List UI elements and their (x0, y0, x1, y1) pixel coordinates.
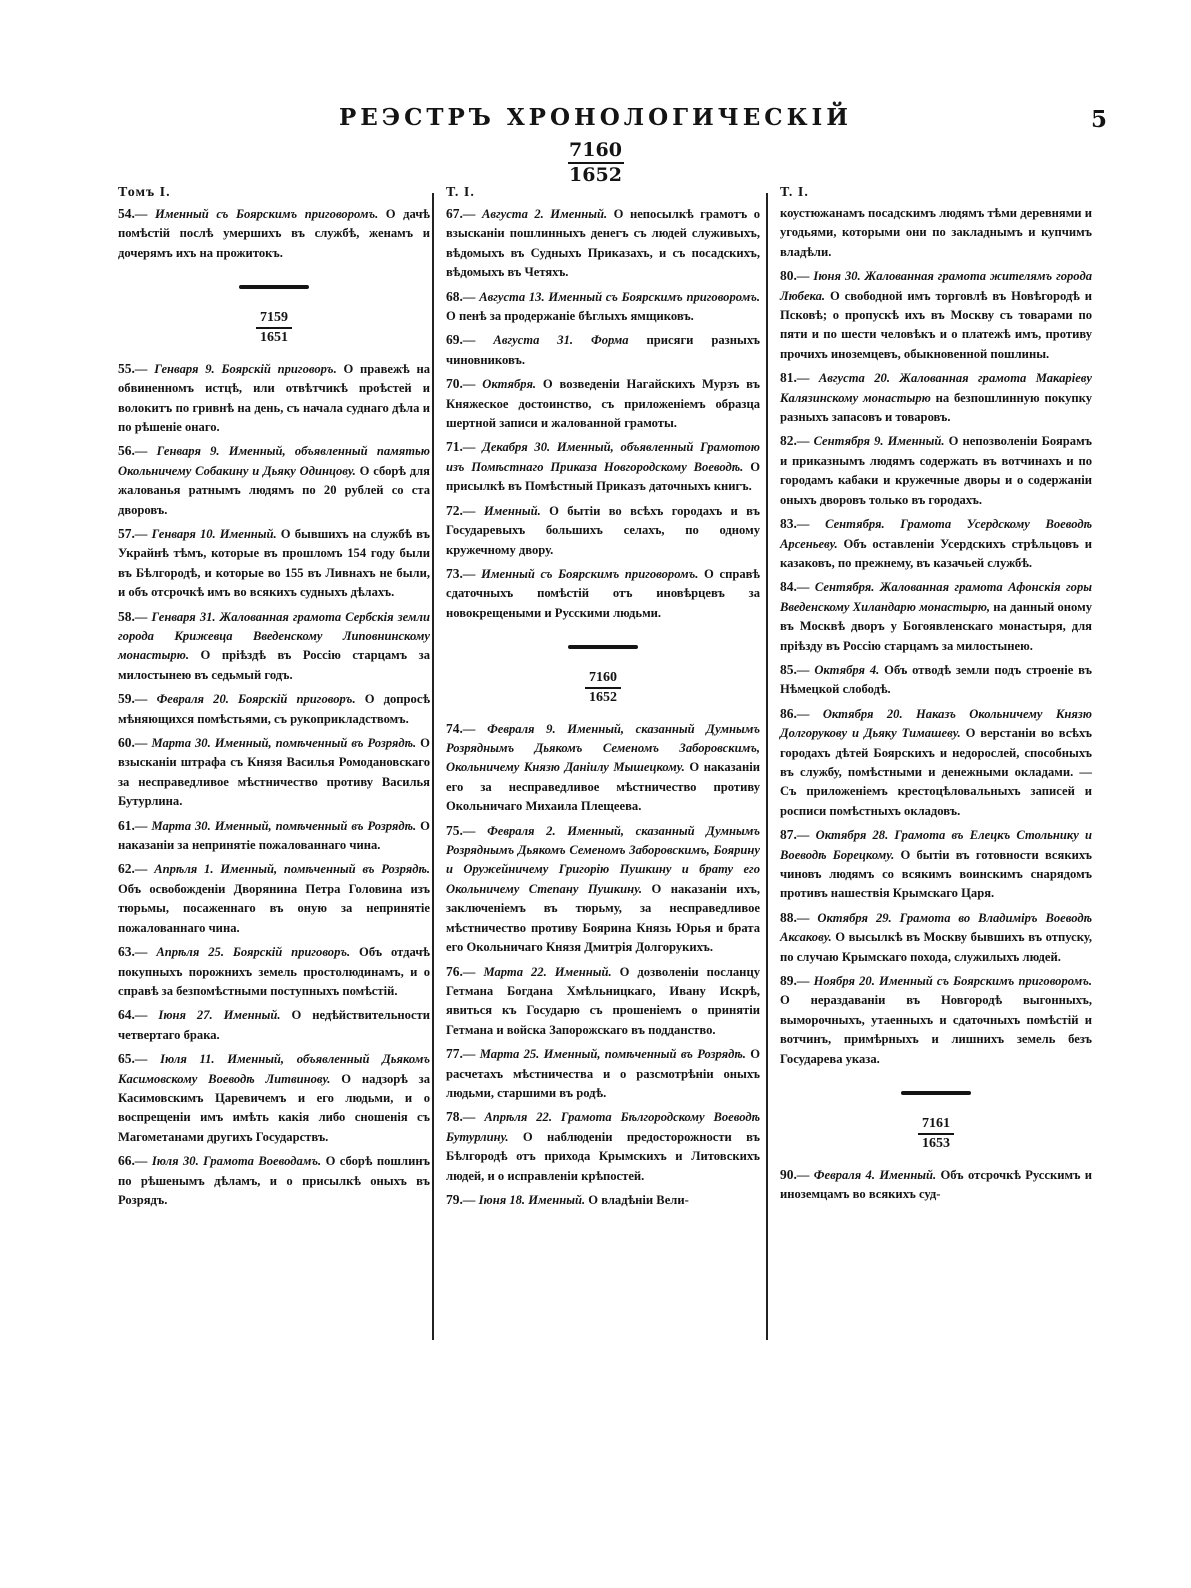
text-column-3 (780, 183, 1092, 1208)
text-column-1 (118, 183, 430, 1214)
register-entry (446, 1044, 760, 1103)
entry-text: О присылкѣ въ Помѣстный Приказъ даточныхъ книгъ. (446, 459, 760, 494)
register-entry (446, 821, 760, 958)
entry-number: 63. (118, 944, 135, 960)
entry-text: О сборѣ пошлинъ по рѣшенымъ дѣламъ, и о присылкѣ оныхъ въ Розрядъ. (118, 1154, 430, 1207)
entry-text: Объ отсрочкѣ Русскимъ и иноземцамъ во всякихъ суд- (780, 1167, 1092, 1201)
entry-text: О бывшихъ на службѣ въ Украйнѣ тѣмъ, которые въ прошломъ 154 году были въ Бѣлгородѣ, и которые во 155 въ Ливнахъ не были, и объ отсрочкѣ имъ во всякихъ судныхъ дѣлахъ. (118, 526, 431, 600)
entry-text: О наказаніи за непринятіе пожалованнаго чина. (118, 818, 430, 853)
entry-text: О взысканіи штрафа съ Князя Василья Ромодановскаго за несправедливое мѣстничество противу Василья Бутурлина. (118, 736, 430, 809)
section-divider (901, 1091, 971, 1095)
year-divider (918, 1133, 954, 1135)
register-entry (446, 330, 760, 370)
entry-text: О справѣ сдаточныхъ помѣстій отъ иновѣрцевъ за новокрещеными и Русскими людьми. (446, 566, 760, 620)
entry-heading: — Октября. (462, 377, 537, 392)
entry-number: 59. (118, 691, 135, 707)
entry-text: О сборѣ для жалованья ратнымъ людямъ по 20 рублей со ста дворовъ. (118, 463, 430, 517)
entry-number: 90. (780, 1166, 797, 1182)
year-ad-label: 1653 (922, 1135, 950, 1151)
entry-number: 85. (780, 661, 797, 677)
entry-heading: — Іюня 30. Жалованная грамота жителямъ города Любека. (780, 269, 1092, 303)
register-entry (446, 204, 760, 283)
entry-heading: — Августа 31. Форма (462, 333, 629, 348)
register-entry (118, 607, 430, 686)
entry-text: О бытіи во всѣхъ городахъ и въ Государевыхъ большихъ селахъ, по одному кружечному двору. (446, 503, 760, 557)
entry-text: Объ оставленіи Усердскихъ стрѣльцовъ и казаковъ, по прежнему, въ казачьей службѣ. (780, 536, 1092, 570)
entry-text: Объ освобожденіи Дворянина Петра Головина изъ тюрьмы, посаженнаго въ оную за непринятіе пожалованнаго чина. (118, 881, 430, 935)
entry-number: 60. (118, 735, 135, 751)
entry-text: Объ отдачѣ покупныхъ порожнихъ земель простолюдинамъ, и о справѣ за безпомѣстными поступныхъ помѣстій. (118, 945, 430, 998)
year-ad-label: 1651 (260, 329, 288, 345)
entry-number: 89. (780, 973, 797, 989)
register-entry (780, 1165, 1092, 1205)
entry-heading: — Февраля 9. Именный, сказанный Думнымъ Розряднымъ Дьякомъ Семеномъ Заборовскимъ, Окольничему Князю Даніилу Мышецкому. (446, 721, 760, 775)
register-entry (780, 577, 1092, 656)
register-entry (446, 287, 760, 327)
register-entry (446, 1107, 760, 1186)
entry-text: О дозволеніи посланцу Гетмана Богдана Хмѣльницкаго, Ивану Искрѣ, явиться къ Государю съ прошеніемъ о принятіи Гетмана и войска Запорожскаго въ подданство. (446, 964, 760, 1037)
entry-heading: — Марта 30. Именный, помѣченный въ Розрядѣ. (134, 818, 417, 833)
entry-continuation: коустюжанамъ посадскимъ людямъ тѣми деревнями и угодьями, которыми они по закладнымъ и купчимъ владѣли. (780, 206, 1092, 259)
entry-heading: — Генваря 9. Именный, объявленный памятью Окольничему Собакину и Дьяку Одинцову. (118, 444, 430, 478)
entry-number: 76. (446, 963, 463, 979)
entry-number: 56. (118, 443, 135, 459)
entry-number: 69. (446, 332, 463, 348)
entry-number: 55. (118, 360, 135, 376)
entry-heading: — Апрѣля 22. Грамота Бѣлгородскому Воеводѣ Бутурлину. (446, 1110, 760, 1144)
entry-heading: — Іюня 18. Именный. (462, 1192, 586, 1207)
entry-number: 72. (446, 502, 463, 518)
entry-number: 54. (118, 206, 135, 221)
entry-text: О высылкѣ въ Москву бывшихъ въ отпуску, по случаю Крымскаго похода, служилыхъ людей. (780, 930, 1092, 964)
register-entry (446, 501, 760, 560)
register-entry (780, 514, 1092, 573)
year-ad-label: 1652 (569, 164, 622, 186)
entry-number: 66. (118, 1153, 135, 1169)
register-entry (118, 1049, 430, 1147)
entry-text: О бытіи въ готовности всякихъ чиновъ людямъ со всякимъ воинскимъ снарядомъ противъ нашествія Крымскаго Царя. (780, 847, 1092, 901)
year-divider (256, 327, 292, 329)
entry-number: 73. (446, 565, 463, 581)
entry-heading: — Именный съ Боярскимъ приговоромъ. (134, 207, 379, 221)
register-entry (446, 1190, 760, 1210)
entry-number: 78. (446, 1109, 463, 1125)
year-divider (585, 687, 621, 689)
entry-heading: — Апрѣля 25. Боярскій приговоръ. (134, 945, 351, 960)
entry-heading: — Декабря 30. Именный, объявленный Грамотою изъ Помѣстнаго Приказа Новгородскому Воеводѣ. (446, 440, 760, 474)
register-entry (780, 971, 1092, 1069)
entry-number: 68. (446, 288, 463, 304)
year-label: 7160 (589, 670, 617, 686)
entry-text: О непозволеніи Боярамъ и приказнымъ людямъ содержать въ вотчинахъ и по городамъ кабаки и кружечные дворы и о содержаніи оныхъ дворовъ только въ городахъ. (780, 434, 1092, 507)
entry-heading: — Февраля 2. Именный, сказанный Думнымъ Розряднымъ Дьякомъ Семеномъ Заборовскимъ, Боярину и Оружейничему Григорію Пушкину и брату его Окольничему Степану Пушкину. (446, 823, 760, 896)
page-year-header (0, 141, 1191, 185)
register-entry (780, 266, 1092, 364)
entry-heading: — Февраля 4. Именный. (796, 1167, 937, 1182)
entry-heading: — Генваря 10. Именный. (134, 526, 277, 541)
register-entry (780, 825, 1092, 904)
entry-text: О наказаніи ихъ, заключеніемъ въ тюрьму, за несправедливое мѣстничество противу Боярина Князь Юрья и брата его Окольничаго Князя Дмитрія Долгорукихъ. (446, 881, 760, 955)
entry-heading: — Сентября. Грамота Усердскому Воеводѣ Арсеньеву. (780, 517, 1092, 551)
entry-text: Объ отводѣ земли подъ строеніе въ Нѣмецкой слободѣ. (780, 662, 1092, 697)
register-entry (118, 441, 430, 520)
register-entry (446, 962, 760, 1041)
entry-number: 83. (780, 516, 797, 532)
register-entry (780, 431, 1092, 510)
entry-number: 84. (780, 579, 797, 595)
entry-text: О свободной имъ торговлѣ въ Новѣгородѣ и Псковѣ; о пропускѣ ихъ въ Москву съ товарами по пяти и по шести человѣкъ и о платежѣ имъ, противу прочихъ иноземцевъ, обыкновенной пошлины. (780, 288, 1092, 361)
register-entry (118, 1005, 430, 1045)
year-label: 7160 (569, 139, 622, 161)
register-entry (446, 437, 760, 496)
page-number: 5 (1090, 106, 1107, 133)
entry-heading: — Іюня 27. Именный. (134, 1008, 281, 1023)
column-volume-label: Т. I. (780, 185, 809, 200)
year-heading (446, 671, 760, 705)
entry-heading: — Генваря 9. Боярскій приговоръ. (134, 361, 337, 376)
section-divider (568, 645, 638, 649)
entry-heading: — Іюля 11. Именный, объявленный Дьякомъ Касимовскому Воеводѣ Литвинову. (118, 1052, 430, 1086)
entry-text: О наказаніи его за несправедливое мѣстничество противу Окольничаго Михаила Плещеева. (446, 760, 760, 814)
entry-heading: — Марта 22. Именный. (462, 964, 612, 979)
register-entry (118, 359, 430, 438)
register-entry (118, 689, 430, 729)
entry-heading: — Марта 30. Именный, помѣченный въ Розрядѣ. (134, 736, 417, 751)
register-entry (118, 816, 430, 856)
register-entry (118, 859, 430, 938)
entry-heading: — Іюля 30. Грамота Воеводамъ. (134, 1154, 322, 1169)
register-entry (446, 374, 760, 433)
text-column-2 (446, 183, 760, 1214)
entry-number: 58. (118, 608, 135, 624)
column-rule (432, 193, 434, 1340)
register-entry (446, 564, 760, 623)
entry-number: 79. (446, 1191, 463, 1207)
entry-heading: — Именный съ Боярскимъ приговоромъ. (462, 566, 699, 581)
register-entry (118, 524, 430, 603)
register-entry (118, 733, 430, 812)
entry-heading: — Апрѣля 1. Именный, помѣченный въ Розрядѣ. (134, 862, 430, 877)
entry-heading: — Октября 29. Грамота во Владиміръ Воеводѣ Аксакову. (780, 910, 1092, 945)
page-title: РЕЭСТРЪ ХРОНОЛОГИЧЕСКІЙ (338, 104, 853, 131)
entry-heading: — Февраля 20. Боярскій приговоръ. (134, 692, 356, 707)
register-entry (118, 204, 430, 263)
entry-heading: — Сентября 9. Именный. (796, 434, 945, 449)
entry-number: 57. (118, 525, 135, 541)
entry-number: 86. (780, 705, 797, 721)
entry-number: 71. (446, 439, 463, 455)
entry-number: 82. (780, 433, 797, 449)
entry-heading: — Августа 2. Именный. (462, 207, 608, 221)
entry-number: 77. (446, 1046, 463, 1062)
entry-text: О надзорѣ за Касимовскимъ Царевичемъ и его людьми, и о воспрещеніи имъ имѣть какія либо сношенія съ Магометанами другихъ Государствъ. (118, 1071, 430, 1144)
entry-number: 65. (118, 1051, 135, 1067)
entry-heading: — Августа 13. Именный съ Боярскимъ приговоромъ. (462, 289, 760, 304)
entry-text: на безпошлинную покупку разныхъ запасовъ и товаровъ. (780, 390, 1093, 425)
column-rule (766, 193, 768, 1340)
entry-number: 74. (446, 720, 463, 736)
entry-text: О непосылкѣ грамотъ о взысканіи пошлинныхъ денегъ съ людей служивыхъ, вѣдомыхъ въ Судныхъ Приказахъ, и съ посадскихъ, вѣдомыхъ въ Четяхъ. (446, 207, 760, 280)
entry-heading: — Именный. (462, 503, 541, 518)
section-divider (239, 285, 309, 289)
register-entry (780, 660, 1092, 700)
register-entry (780, 908, 1092, 967)
entry-number: 81. (780, 370, 797, 386)
entry-text: О верстаніи во всѣхъ городахъ дѣтей Боярскихъ и недорослей, способныхъ въ службу, помѣстными и денежными окладами. — Съ приложеніемъ крестоцѣловальныхъ записей и росписи помѣстныхъ окладовъ. (780, 726, 1092, 818)
entry-number: 61. (118, 817, 135, 833)
entry-heading: — Марта 25. Именный, помѣченный въ Розрядѣ. (462, 1047, 746, 1062)
register-entry (446, 719, 760, 817)
entry-text: О расчетахъ мѣстничества и о разсмотрѣніи оныхъ людьми, старшими въ родѣ. (446, 1047, 760, 1100)
year-label: 7159 (260, 310, 288, 326)
entry-heading: — Октября 20. Наказъ Окольничему Князю Долгорукову и Дьяку Тимашеву. (780, 706, 1092, 741)
column-volume-label: Т. I. (446, 185, 475, 200)
entry-number: 88. (780, 909, 797, 925)
entry-heading: — Октября 28. Грамота въ Елецкъ Стольнику и Воеводѣ Борецкому. (780, 828, 1092, 862)
entry-number: 80. (780, 268, 797, 284)
year-ad-label: 1652 (589, 689, 617, 705)
entry-number: 67. (446, 206, 463, 221)
entry-text: О правежѣ на обвиненномъ истцѣ, или отвѣтчикѣ проѣстей и волокитъ по гривнѣ на день, съ начала суднаго дѣла и по рѣшеніе онаго. (118, 361, 430, 434)
entry-heading: — Августа 20. Жалованная грамота Макаріеву Калязинскому монастырю (780, 371, 1092, 405)
entry-text: О пріѣздѣ въ Россію старцамъ за милостынею въ седьмый годъ. (118, 648, 430, 682)
register-entry (780, 704, 1092, 821)
entry-heading: — Ноября 20. Именный съ Боярскимъ приговоромъ. (796, 974, 1092, 989)
entry-heading: — Сентября. Жалованная грамота Афонскія горы Введенскому Хиландарю монастырю, (780, 580, 1092, 614)
register-entry (118, 942, 430, 1001)
entry-text: О возведеніи Нагайскихъ Мурзъ въ Княжеское достоинство, съ приложеніемъ образца шертной записи и жалованной грамоты. (446, 377, 760, 431)
entry-number: 62. (118, 861, 135, 877)
year-heading (780, 1117, 1092, 1151)
year-label: 7161 (922, 1116, 950, 1132)
entry-number: 70. (446, 376, 463, 392)
entry-text: О наблюденіи предосторожности въ Бѣлгородѣ отъ прихода Крымскихъ и Литовскихъ людей, и о исправленіи крѣпостей. (446, 1129, 760, 1183)
register-entry (118, 1151, 430, 1210)
entry-text: О дачѣ помѣстій послѣ умершихъ въ службѣ, женамъ и дочерямъ ихъ на прожитокъ. (118, 207, 430, 260)
entry-number: 64. (118, 1007, 135, 1023)
column-volume-label: Томъ I. (118, 185, 171, 200)
entry-text: О владѣніи Вели- (585, 1192, 689, 1207)
entry-text: О пенѣ за продержаніе бѣглыхъ ямщиковъ. (446, 309, 694, 324)
entry-text: О недѣйствительности четвертаго брака. (118, 1008, 430, 1042)
register-entry (780, 368, 1092, 427)
year-heading (118, 311, 430, 345)
entry-number: 75. (446, 822, 463, 838)
entry-text: присяги разныхъ чиновниковъ. (446, 333, 760, 367)
entry-heading: — Октября 4. (796, 662, 880, 677)
entry-heading: — Генваря 31. Жалованная грамота Сербскія земли города Крижевца Введенскому Липовнинскому монастырю. (118, 609, 430, 663)
entry-text: О допросѣ мѣняющихся помѣстьями, съ рукоприкладствомъ. (118, 692, 430, 726)
entry-number: 87. (780, 827, 797, 843)
entry-text: на данный оному въ Москвѣ дворъ у Богоявленскаго монастыря, для пріѣзду въ Россію старцамъ за милостынею. (780, 599, 1092, 653)
entry-text: О нераздаваніи въ Новгородѣ выгонныхъ, выморочныхъ, утаенныхъ и сдаточныхъ помѣстій и вотчинъ, примѣрныхъ и лишнихъ земель безъ Государева указа. (780, 993, 1092, 1066)
